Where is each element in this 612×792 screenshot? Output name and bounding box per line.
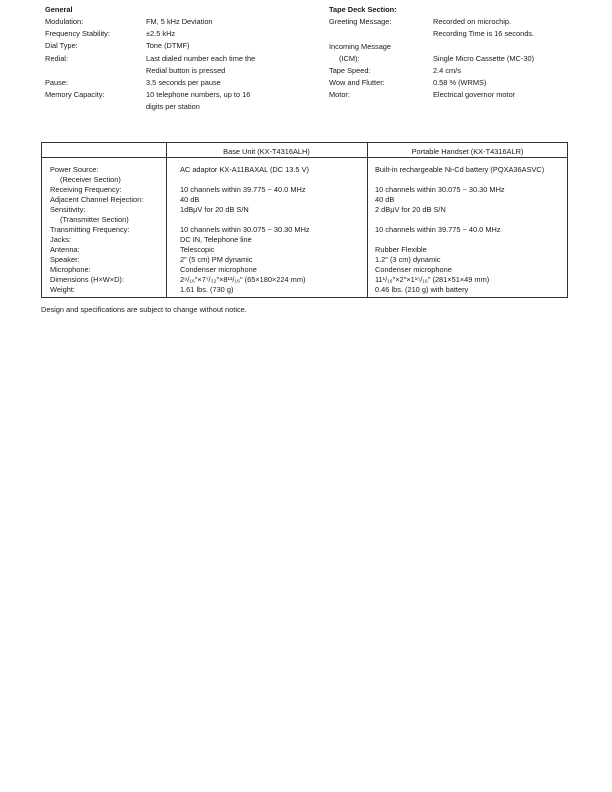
row-label: Power Source: bbox=[50, 165, 99, 174]
base-value: AC adaptor KX-A11BAXAL (DC 13.5 V) bbox=[180, 165, 309, 174]
handset-value: 40 dB bbox=[375, 195, 395, 204]
handset-value: 0.46 lbs. (210 g) with battery bbox=[375, 285, 469, 294]
base-value: 10 channels within 30.075 ~ 30.30 MHz bbox=[180, 225, 310, 234]
spec-label: Pause: bbox=[45, 78, 69, 87]
spec-value: 10 telephone numbers, up to 16 bbox=[146, 90, 251, 99]
spec-label: Greeting Message: bbox=[329, 17, 392, 26]
spec-value: 3.5 seconds per pause bbox=[146, 78, 221, 87]
row-label: Speaker: bbox=[50, 255, 80, 264]
handset-value: Built-in rechargeable Ni-Cd battery (PQXA36ASVC) bbox=[375, 165, 545, 174]
row-label: Antenna: bbox=[50, 245, 80, 254]
table-divider bbox=[166, 142, 167, 298]
spec-value: FM, 5 kHz Deviation bbox=[146, 17, 213, 26]
spec-value: 0.58 % (WRMS) bbox=[433, 78, 487, 87]
base-value: 1dBμV for 20 dB S/N bbox=[180, 205, 249, 214]
handset-value: 10 channels within 39.775 ~ 40.0 MHz bbox=[375, 225, 501, 234]
table-header-rule bbox=[41, 157, 568, 158]
spec-value: Last dialed number each time the bbox=[146, 54, 256, 63]
spec-value: 2.4 cm/s bbox=[433, 66, 461, 75]
table-divider bbox=[367, 142, 368, 298]
spec-label: Motor: bbox=[329, 90, 350, 99]
spec-label: Tape Speed: bbox=[329, 66, 371, 75]
footer-note: Design and specifications are subject to change without notice. bbox=[41, 305, 247, 314]
spec-label: Modulation: bbox=[45, 17, 84, 26]
base-value: 2" (5 cm) PM dynamic bbox=[180, 255, 253, 264]
row-label: Microphone: bbox=[50, 265, 91, 274]
handset-value: 2 dBμV for 20 dB S/N bbox=[375, 205, 446, 214]
row-label: Adjacent Channel Rejection: bbox=[50, 195, 144, 204]
base-value: 40 dB bbox=[180, 195, 200, 204]
base-value: Condenser microphone bbox=[180, 265, 257, 274]
spec-value: Single Micro Cassette (MC-30) bbox=[433, 54, 535, 63]
spec-label: Redial: bbox=[45, 54, 69, 63]
spec-value: ±2.5 kHz bbox=[146, 29, 176, 38]
handset-value: 10 channels within 30.075 ~ 30.30 MHz bbox=[375, 185, 505, 194]
spec-value: Recording Time is 16 seconds. bbox=[433, 29, 535, 38]
spec-value: Redial button is pressed bbox=[146, 66, 226, 75]
row-label: Sensitivity: bbox=[50, 205, 86, 214]
row-label: (Receiver Section) bbox=[60, 175, 121, 184]
base-value: 10 channels within 39.775 ~ 40.0 MHz bbox=[180, 185, 306, 194]
base-value: DC IN, Telephone line bbox=[180, 235, 252, 244]
handset-value: Condenser microphone bbox=[375, 265, 452, 274]
row-label: Transmitting Frequency: bbox=[50, 225, 130, 234]
handset-value: 1.2" (3 cm) dynamic bbox=[375, 255, 441, 264]
row-label: Weight: bbox=[50, 285, 75, 294]
row-label: Jacks: bbox=[50, 235, 71, 244]
row-label: Dimensions (H×W×D): bbox=[50, 275, 124, 284]
column-header-handset: Portable Handset (KX-T4316ALR) bbox=[411, 147, 524, 156]
handset-value: Rubber Flexible bbox=[375, 245, 427, 254]
spec-label: Dial Type: bbox=[45, 41, 78, 50]
row-label: (Transmitter Section) bbox=[60, 215, 129, 224]
general-heading: General bbox=[45, 5, 73, 14]
base-value: 1.61 lbs. (730 g) bbox=[180, 285, 234, 294]
spec-label: Memory Capacity: bbox=[45, 90, 105, 99]
spec-label: Wow and Flutter: bbox=[329, 78, 385, 87]
spec-value: Electrical governor motor bbox=[433, 90, 516, 99]
handset-value: 11¹/₁₆"×2"×1¹⁵/₁₆" (281×51×49 mm) bbox=[375, 275, 490, 284]
base-value: Telescopic bbox=[180, 245, 215, 254]
row-label: Receiving Frequency: bbox=[50, 185, 122, 194]
spec-value: Recorded on microchip. bbox=[433, 17, 512, 26]
tape-heading: Tape Deck Section: bbox=[329, 5, 397, 14]
spec-label: Incoming Message bbox=[329, 42, 392, 51]
spec-value: Tone (DTMF) bbox=[146, 41, 190, 50]
base-value: 2⁹/₁₆"×7⁷/₃₂"×8¹³/₁₆" (65×180×224 mm) bbox=[180, 275, 306, 284]
column-header-base: Base Unit (KX-T4316ALH) bbox=[223, 147, 310, 156]
spec-value: digits per station bbox=[146, 102, 200, 111]
spec-label: Frequency Stability: bbox=[45, 29, 110, 38]
spec-label: (ICM): bbox=[339, 54, 360, 63]
